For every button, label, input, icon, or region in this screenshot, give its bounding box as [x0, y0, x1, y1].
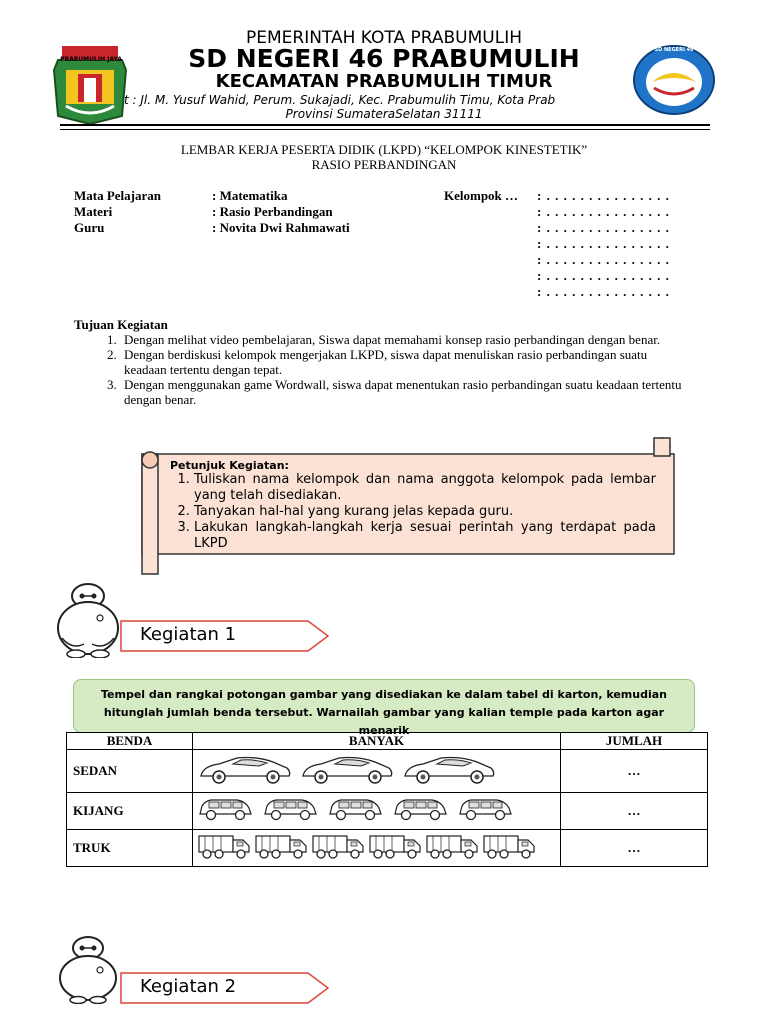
- minivan-car-icon: [327, 796, 383, 826]
- member-line[interactable]: : . . . . . . . . . . . . . . .: [537, 284, 670, 299]
- truck-icon: [425, 832, 479, 864]
- instructions-heading: Petunjuk Kegiatan:: [170, 459, 289, 472]
- teacher-value: : Novita Dwi Rahmawati: [212, 220, 350, 235]
- goal-item: 1. Dengan melihat video pembelajaran, Siswa dapat memahami konsep rasio perbandingan dengan benar.: [120, 332, 686, 347]
- activity1-label: Kegiatan 1: [140, 624, 237, 645]
- table-row: [67, 830, 708, 867]
- table-row: [67, 793, 708, 830]
- table-header: BENDA: [67, 733, 193, 750]
- table-header: JUMLAH: [561, 733, 708, 750]
- header-school-name: SD NEGERI 46 PRABUMULIH: [188, 44, 580, 73]
- minivan-car-icon: [457, 796, 513, 826]
- subject-value: : Matematika: [212, 188, 288, 203]
- member-line[interactable]: : . . . . . . . . . . . . . . .: [537, 220, 670, 235]
- instruction-item: 2. Tanyakan hal-hal yang kurang jelas kepada guru.: [194, 504, 656, 520]
- material-label: Materi: [74, 204, 113, 219]
- object-total[interactable]: …: [561, 793, 708, 830]
- object-name: SEDAN: [67, 750, 193, 793]
- truck-icon: [482, 832, 536, 864]
- header-government: PEMERINTAH KOTA PRABUMULIH: [245, 28, 522, 48]
- goals-list: [96, 332, 686, 407]
- activity2-label: Kegiatan 2: [140, 976, 237, 997]
- object-name: KIJANG: [67, 793, 193, 830]
- instructions-list: [164, 472, 656, 552]
- instruction-item: 1. Tuliskan nama kelompok dan nama anggota kelompok pada lembar yang telah disediakan.: [194, 472, 656, 504]
- header-divider: [60, 124, 710, 130]
- member-line[interactable]: : . . . . . . . . . . . . . . .: [537, 252, 670, 267]
- minivan-car-icon: [262, 796, 318, 826]
- object-name: TRUK: [67, 830, 193, 867]
- sheet-title: LEMBAR KERJA PESERTA DIDIK (LKPD) “KELOMPOK KINESTETIK”: [180, 142, 588, 157]
- object-total[interactable]: …: [561, 750, 708, 793]
- table-row: [67, 750, 708, 793]
- robot-mascot-icon: [48, 578, 128, 658]
- member-line[interactable]: : . . . . . . . . . . . . . . .: [537, 236, 670, 251]
- subject-label: Mata Pelajaran: [74, 188, 162, 203]
- material-value: : Rasio Perbandingan: [212, 204, 333, 219]
- teacher-label: Guru: [74, 220, 105, 235]
- truck-icon: [254, 832, 308, 864]
- sheet-subtitle: RASIO PERBANDINGAN: [311, 157, 457, 172]
- truck-icon: [311, 832, 365, 864]
- header-district: KECAMATAN PRABUMULIH TIMUR: [215, 71, 553, 92]
- vehicle-pictures: [193, 793, 561, 830]
- activity1-task: Tempel dan rangkai potongan gambar yang disediakan ke dalam tabel di karton, kemudian hitunglah jumlah benda tersebut. Warnailah gambar yang kalian temple pada karton agar menarik: [73, 679, 695, 733]
- sedan-car-icon: [299, 754, 395, 788]
- goal-item: 3. Dengan menggunakan game Wordwall, siswa dapat menentukan rasio perbandingan suatu keadaan tertentu dengan benar.: [120, 377, 686, 407]
- truck-icon: [368, 832, 422, 864]
- group-label: Kelompok …: [444, 188, 519, 203]
- member-line[interactable]: : . . . . . . . . . . . . . . .: [537, 268, 670, 283]
- member-line[interactable]: : . . . . . . . . . . . . . . .: [537, 188, 670, 203]
- count-table: [66, 732, 708, 867]
- member-line[interactable]: : . . . . . . . . . . . . . . .: [537, 204, 670, 219]
- table-header: BANYAK: [193, 733, 561, 750]
- sedan-car-icon: [401, 754, 497, 788]
- minivan-car-icon: [392, 796, 448, 826]
- logo-left-text: PRABUMULIH JAYA: [60, 56, 122, 63]
- vehicle-pictures: [193, 830, 561, 867]
- truck-icon: [197, 832, 251, 864]
- sedan-car-icon: [197, 754, 293, 788]
- header-address-1: t : Jl. M. Yusuf Wahid, Perum. Sukajadi, Kec. Prabumulih Timu, Kota Prab: [124, 93, 556, 107]
- object-total[interactable]: …: [561, 830, 708, 867]
- goal-item: 2. Dengan berdiskusi kelompok mengerjakan LKPD, siswa dapat menuliskan rasio perbandingan suatu keadaan tertentu dengan tepat.: [120, 347, 686, 377]
- logo-right-text: SD NEGERI 46: [654, 47, 694, 53]
- vehicle-pictures: [193, 750, 561, 793]
- goals-heading: Tujuan Kegiatan: [74, 317, 168, 332]
- header-address-2: Provinsi SumateraSelatan 31111: [285, 107, 483, 121]
- instruction-item: 3. Lakukan langkah-langkah kerja sesuai perintah yang terdapat pada LKPD: [194, 520, 656, 552]
- robot-mascot-icon: [48, 932, 128, 1004]
- minivan-car-icon: [197, 796, 253, 826]
